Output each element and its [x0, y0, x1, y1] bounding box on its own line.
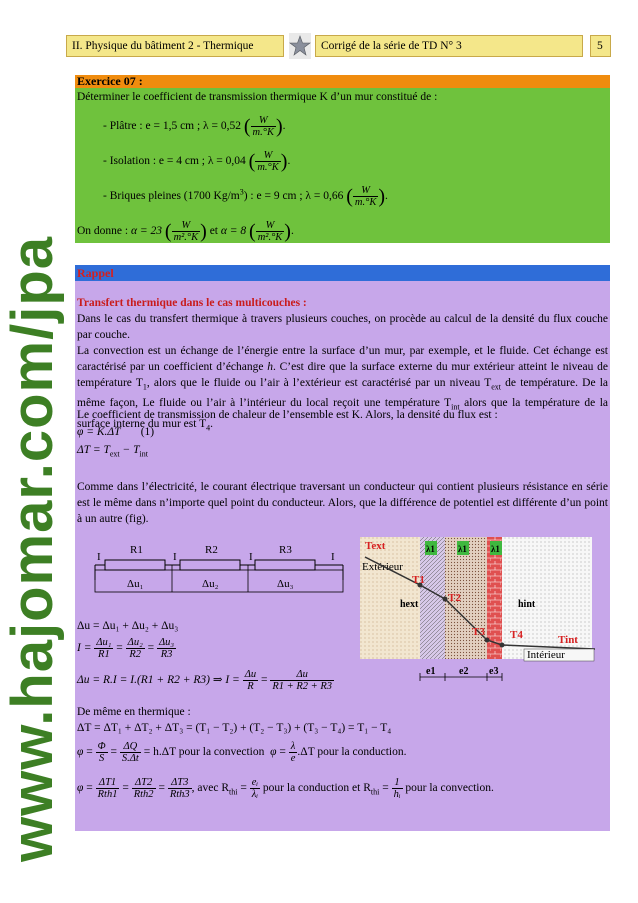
- page-number: 5: [590, 35, 611, 57]
- label-e1: e1: [426, 666, 436, 677]
- current-label: I: [173, 551, 177, 563]
- resistor-r1: [105, 560, 165, 570]
- label-t4: T4: [510, 629, 523, 641]
- resistor-r2: [180, 560, 240, 570]
- paragraph-thermique: De même en thermique :: [77, 706, 191, 718]
- equation-sum-t: ΔT = ΔT₁ + ΔT₂ + ΔT₃ = (T₁ − T₂) + (T₂ − T₃) + (T₃ − T₄) = T₁ − T₄: [77, 722, 392, 734]
- equation-current: I = $\frac{\text{Δu₁}}{R1}$ = $\frac{\text{Δu₂}}{R2}$ = $\frac{\text{Δu₃}}{R3}$: [77, 637, 175, 660]
- alpha-int: α = 8: [220, 225, 247, 238]
- rappel-title: Rappel: [75, 265, 610, 281]
- page-header: [66, 35, 611, 59]
- label-text: Text: [365, 540, 386, 552]
- equation-flux: φ = K.ΔT (1): [77, 426, 155, 438]
- course-title: II. Physique du bâtiment 2 - Thermique: [66, 35, 284, 57]
- given-values: On donne : α = 23 ( $\frac{W}{\text{m².°K}}$ ) et α = 8 ( $\frac{W}{\text{m².°K}}$ ).: [77, 220, 294, 243]
- label-lambda3: λ1: [491, 544, 500, 554]
- alpha-ext: α = 23: [130, 225, 163, 238]
- label-tint: Tint: [558, 634, 578, 646]
- document-title: Corrigé de la série de TD N° 3: [315, 35, 583, 57]
- material-isolation: - Isolation : e = 4 cm ; λ = 0,04 ( $\frac{W}{m.^\circ K}$ ).: [103, 150, 291, 173]
- label-e2: e2: [459, 666, 469, 677]
- rappel-panel: [75, 265, 610, 831]
- label-hext: hext: [400, 599, 419, 610]
- label-lambda2: λ1: [458, 544, 467, 554]
- material-briques: - Briques pleines (1700 $Kg/m^3$) : e = 9 cm ; λ = 0,66 ( $\frac{W}{m.^\circ K}$ ).: [103, 185, 388, 208]
- exercise-title: Exercice 07 :: [75, 75, 610, 88]
- equation-flux-density: φ = $\frac{\Phi}{S}$ = $\frac{\Delta Q}{S.\Delta t}$ = h.ΔT pour la convection φ = $\frac{\lambda}{e}$ .ΔT pour la conduction.: [77, 741, 407, 764]
- equation-ohm: Δu = R.I = I.(R1 + R2 + R3) ⇒ I = $\frac{\Delta u}{R}$ = $\frac{\Delta u}{R1 + R2 + R3}$: [77, 669, 333, 692]
- label-r3: R3: [279, 544, 292, 556]
- equation-delta-t: $\Delta T = T_{ext} - T_{int}$: [77, 444, 148, 459]
- label-lambda1: λ1: [426, 544, 435, 554]
- current-label: I: [331, 551, 335, 563]
- current-label: I: [249, 551, 253, 563]
- label-t2: T2: [448, 592, 461, 604]
- paragraph-coefficient: Le coefficient de transmission de chaleur de l’ensemble est K. Alors, la densité du flux est :: [77, 409, 498, 421]
- equation-sum-u: Δu = Δu₁ + Δu₂ + Δu₃: [77, 620, 179, 632]
- unit-fraction: $\frac{W}{m.^\circ K}$: [257, 150, 279, 173]
- circuit-diagram: [85, 540, 355, 600]
- wall-diagram: [360, 537, 600, 697]
- material-label: - Isolation : e = 4 cm ; λ = 0,04: [103, 155, 246, 168]
- drop-u2: Δu₂: [202, 578, 219, 590]
- exercise-statement: Déterminer le coefficient de transmission thermique K d’un mur constitué de :: [77, 91, 438, 103]
- site-watermark: www.hajomar.com/jpa: [0, 235, 65, 862]
- material-label: - Briques pleines (1700 Kg/m: [103, 190, 240, 203]
- label-t1: T1: [412, 574, 425, 586]
- label-e3: e3: [489, 666, 499, 677]
- label-t3: T3: [472, 626, 485, 638]
- paragraph-electricity: Comme dans l’électricité, le courant électrique traversant un conducteur qui contient plusieurs résistance en série est le même dans n’importe quel point du conducteur. Alors, que la différence de potentiel est différente d’un point à un autre (fig).: [77, 481, 608, 525]
- rappel-subtitle: Transfert thermique dans le cas multicouches :: [77, 297, 307, 309]
- drop-u3: Δu₃: [277, 578, 294, 590]
- drop-u1: Δu₁: [127, 578, 144, 590]
- unit-fraction: $\frac{W}{m.^\circ K}$: [252, 115, 274, 138]
- label-hint: hint: [518, 599, 536, 610]
- label-r2: R2: [205, 544, 218, 556]
- material-label: - Plâtre : e = 1,5 cm ; λ = 0,52: [103, 120, 241, 133]
- label-exterieur: Extérieur: [362, 561, 403, 573]
- exercise-panel: [75, 75, 610, 243]
- label-interieur: Intérieur: [527, 649, 565, 661]
- paragraph-convection: La convection est un échange de l’énergie entre la surface d’un mur, par exemple, et le fluide. Cet échange est caractérisé par un coefficient d’échange h. C’est dire que la surface externe du mur extérieur atteint le niveau de température $T_1$, alors que le fluide ou l’air à l’extérieur est caractérisé par un niveau $T_{ext}$ de température. De la même façon, Le fluide ou l’air à l’intérieur du local reçoit une température $T_{int}$ alors que la température de la surface interne du mur est $T_4$.: [77, 345, 608, 432]
- material-platre: - Plâtre : e = 1,5 cm ; λ = 0,52 ( $\frac{W}{m.^\circ K}$ ).: [103, 115, 286, 138]
- label-r1: R1: [130, 544, 143, 556]
- star-logo-icon: [289, 33, 311, 59]
- resistor-r3: [255, 560, 315, 570]
- equation-resistances: φ = $\frac{\Delta T1}{\text{Rth1}}$ = $\frac{\Delta T2}{\text{Rth2}}$ = $\frac{\Delta T3}{\text{Rth3}}$ , avec $R_{thi}$ = $\frac{\text{eᵢ}}{\text{λᵢ}}$ pour la conduction et $R_{thi}$ = $\frac{1}{\text{hᵢ}}$ pour la convection.: [77, 777, 494, 800]
- current-label: I: [97, 551, 101, 563]
- paragraph-multicouches: Dans le cas du transfert thermique à travers plusieurs couches, on procède au calcul de la densité du flux couche par couche.: [77, 313, 608, 341]
- unit-fraction: $\frac{W}{m.^\circ K}$: [354, 185, 377, 208]
